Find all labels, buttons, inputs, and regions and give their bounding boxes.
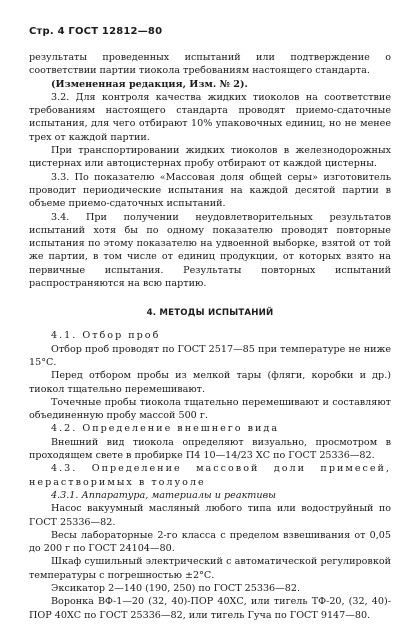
paragraph: Эксикатор 2—140 (190, 250) по ГОСТ 25336—82. [51,582,301,594]
paragraph: 3.3. По показателю «Массовая доля общей серы» изготовитель проводит периодические испытания на каждой десятой партии в объеме приемо-сдаточных испытаний. [29,171,391,210]
paragraph: Весы лабораторные 2-го класса с пределом взвешивания от 0,05 до 200 г по ГОСТ 24104—80. [29,529,391,555]
subsection-heading: 4.1. Отбор проб [51,330,161,342]
document-page [29,26,391,622]
paragraph: Насос вакуумный масляный любого типа или водоструйный по ГОСТ 25336—82. [29,503,391,528]
paragraph: Перед отбором пробы из мелкой тары (фляги, коробки и др.) тиокол тщательно перемешивают. [29,370,391,395]
paragraph: Внешний вид тиокола определяют визуально, просмотром в проходящем свете в пробирке П4 10—14/23 ХС по ГОСТ 25336—82. [29,436,391,462]
paragraph: 3.4. При получении неудовлетворительных результатов испытаний хотя бы по одному показателю проводят повторные испытания по этому показателю на удвоенной выборке, взятой от той же партии, в том числе от единиц продукции, от которых взято на первичные испытания. Результаты повторных испытаний распространяются на всю партию. [29,211,391,290]
paragraph: Шкаф сушильный электрический с автоматической регулировкой температуры с погрешностью ±2°С. [29,556,391,581]
paragraph: Воронка ВФ-1—20 (32, 40)-ПОР 40ХС, или тигель ТФ-20, (32, 40)-ПОР 40ХС по ГОСТ 25336—82, или тигель Гуча по ГОСТ 9147—80. [29,596,391,621]
page-header: Стр. 4 ГОСТ 12812—80 [29,26,163,37]
subsection-heading: 4.3. Определение массовой доли примесей, нерастворимых в толуоле [29,463,391,488]
paragraph: При транспортировании жидких тиоколов в железнодорожных цистернах или автоцистернах пробу отбирают от каждой цистерны. [29,145,391,170]
subsubsection-heading: 4.3.1. Аппаратура, материалы и реактивы [51,489,276,501]
paragraph: Отбор проб проводят по ГОСТ 2517—85 при температуре не ниже 15°С. [29,343,391,368]
paragraph: Точечные пробы тиокола тщательно перемешивают и составляют объединенную пробу массой 500 г. [29,396,391,422]
subsection-heading: 4.2. Определение внешнего вида [51,423,280,435]
amendment-note: (Измененная редакция, Изм. № 2). [51,78,248,90]
paragraph: результаты проведенных испытаний или подтверждение о соответствии партии тиокола требованиям настоящего стандарта. [29,52,391,77]
paragraph: 3.2. Для контроля качества жидких тиоколов на соответствие требованиям настоящего стандарта проводят приемо-сдаточные испытания, для чего отбирают 10% упаковочных единиц, но не менее трех от каждой партии. [29,91,391,143]
section-title: 4. МЕТОДЫ ИСПЫТАНИЙ [146,308,274,319]
